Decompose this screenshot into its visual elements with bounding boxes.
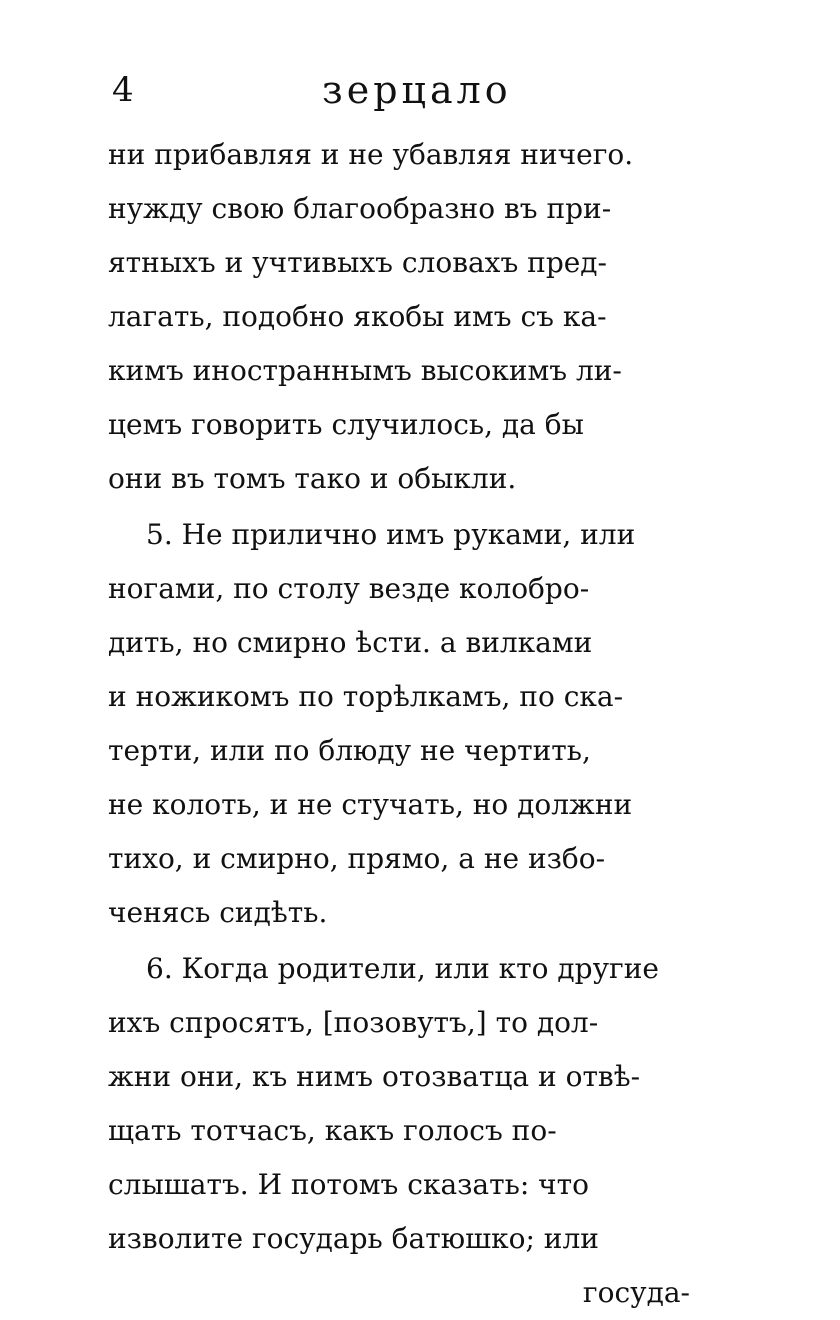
paragraph-5-start: 5. Не прилично имъ руками, или (146, 518, 636, 551)
text-line: и ножикомъ по торѣлкамъ, по ска- (108, 680, 624, 713)
text-line: дить, но смирно ѣсти. а вилками (108, 626, 593, 659)
text-line: ятныхъ и учтивыхъ словахъ пред- (108, 246, 608, 279)
text-line: изволите государь батюшко; или (108, 1222, 599, 1255)
text-line: терти, или по блюду не чертить, (108, 734, 591, 767)
text-line: ихъ спросятъ, [позовутъ,] то дол- (108, 1006, 599, 1039)
text-block (108, 128, 690, 1320)
catchword: госуда- (582, 1276, 690, 1309)
text-line: кимъ иностраннымъ высокимъ ли- (108, 354, 622, 387)
text-line: жни они, къ нимъ отозватца и отвѣ- (108, 1060, 641, 1093)
text-line: лагать, подобно якобы имъ съ ка- (108, 300, 607, 333)
text-line: цемъ говорить случилось, да бы (108, 408, 584, 441)
text-line: нужду свою благообразно въ при- (108, 192, 612, 225)
text-line: не колоть, и не стучать, но должни (108, 788, 633, 821)
running-title: зерцало (322, 68, 512, 112)
text-line: ченясь сидѣть. (108, 896, 328, 929)
paragraph-6-start: 6. Когда родители, или кто другие (146, 952, 659, 985)
running-head (112, 68, 712, 118)
text-line: щать тотчасъ, какъ голосъ по- (108, 1114, 557, 1147)
text-line: тихо, и смирно, прямо, а не избо- (108, 842, 606, 875)
text-line: слышатъ. И потомъ сказать: что (108, 1168, 590, 1201)
page-number: 4 (112, 70, 134, 110)
text-line: ногами, по столу везде колобро- (108, 572, 590, 605)
text-line: они въ томъ тако и обыкли. (108, 462, 517, 495)
text-line: ни прибавляя и не убавляя ничего. (108, 138, 634, 171)
